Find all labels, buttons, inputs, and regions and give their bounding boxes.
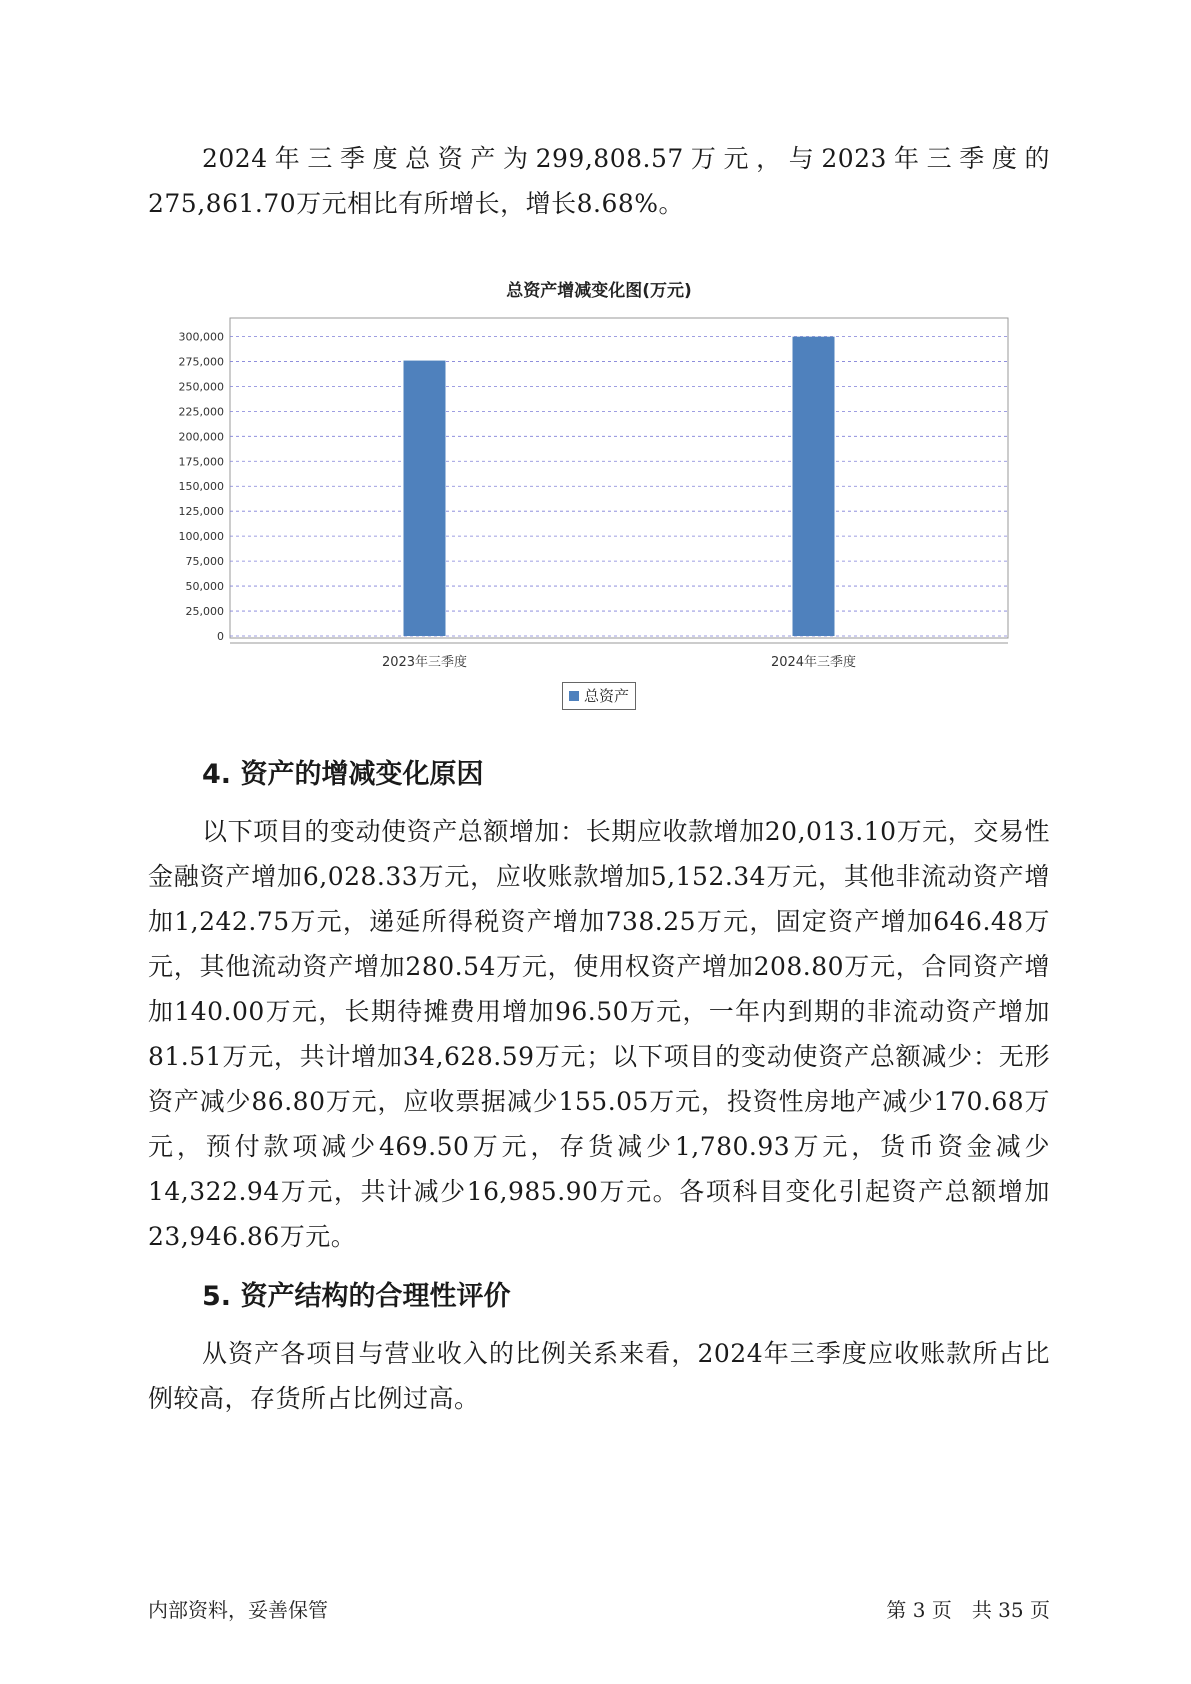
bar-2 [793,337,835,636]
section-4-heading: 4. 资产的增减变化原因 [202,759,484,790]
footer-page-number: 第 3 页 共 35 页 [886,1598,1050,1622]
intro-paragraph: 2024年三季度总资产为299,808.57万元，与2023年三季度的275,861.70万元相比有所增长，增长8.68%。 [148,144,1050,218]
x-tick-label: 2023年三季度 [381,655,468,670]
x-axis-ticks [382,654,856,670]
chart-legend [562,682,636,710]
y-tick-label: 75,000 [185,555,224,569]
y-tick-label: 125,000 [178,505,224,519]
bar-1 [404,361,446,636]
y-tick-label: 300,000 [178,330,224,344]
legend-label: 总资产 [584,687,630,705]
y-tick-label: 25,000 [185,605,224,619]
y-tick-label: 0 [217,630,224,643]
legend-swatch [569,691,579,701]
y-tick-label: 225,000 [178,405,224,419]
y-tick-label: 100,000 [178,530,224,544]
section-4-paragraph: 以下项目的变动使资产总额增加：长期应收款增加20,013.10万元，交易性金融资产增加6,028.33万元，应收账款增加5,152.34万元，其他非流动资产增加1,242.75万元，递延所得税资产增加738.25万元，固定资产增加646.48万元，其他流动资产增加280.54万元，使用权资产增加208.80万元，合同资产增加140.00万元，长期待摊费用增加96.50万元，一年内到期的非流动资产增加81.51万元，共计增加34,628.59万元；以下项目的变动使资产总额减少：无形资产减少86.80万元，应收票据减少155.05万元，投资性房地产减少170.68万元，预付款项减少469.50万元，存货减少1,780.93万元，货币资金减少14,322.94万元，共计减少16,985.90万元。各项科目变化引起资产总额增加23,946.86万元。 [148,817,1050,1251]
chart-title: 总资产增减变化图(万元) [506,281,692,301]
footer-confidential-note: 内部资料，妥善保管 [148,1598,328,1622]
y-tick-label: 250,000 [178,380,224,394]
y-tick-label: 50,000 [185,580,224,594]
section-5-heading: 5. 资产结构的合理性评价 [202,1281,511,1312]
section-5-paragraph: 从资产各项目与营业收入的比例关系来看，2024年三季度应收账款所占比例较高，存货所占比例过高。 [148,1339,1050,1413]
y-axis-ticks [179,330,225,643]
plot-area [230,318,1008,638]
y-tick-label: 175,000 [178,455,224,469]
total-assets-bar-chart [0,0,1191,720]
x-tick-label: 2024年三季度 [770,655,857,670]
y-tick-label: 150,000 [178,480,224,494]
y-tick-label: 275,000 [178,355,224,369]
y-tick-label: 200,000 [178,430,224,444]
